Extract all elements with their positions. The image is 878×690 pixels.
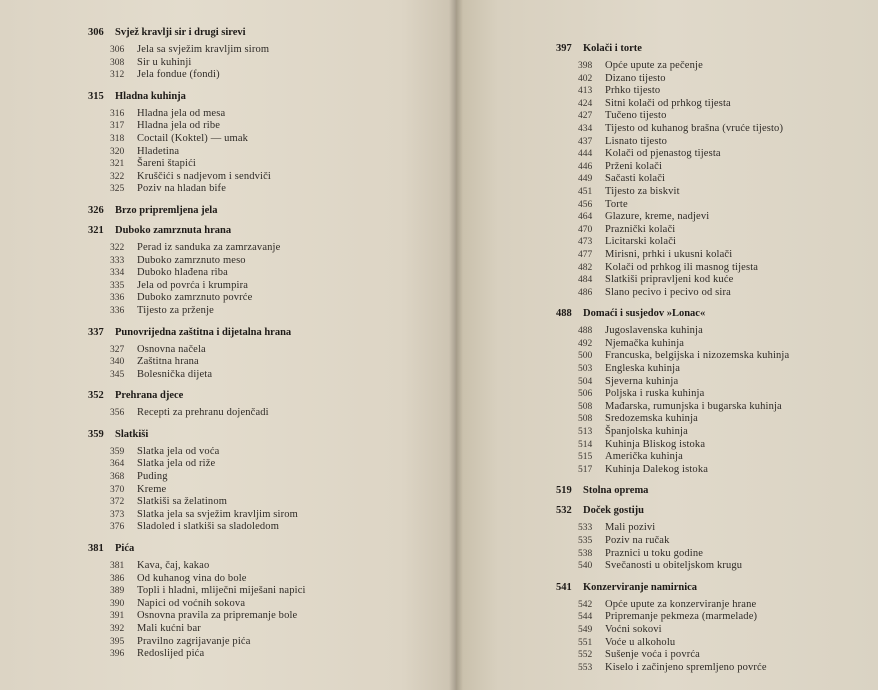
toc-entry [578,136,866,149]
entry-title: Torte [605,198,628,210]
toc-entry [110,471,428,484]
toc-entry [110,521,428,534]
entry-page-number: 542 [578,599,593,610]
entry-title: Hladna jela od mesa [137,107,226,119]
section-entries [110,446,428,534]
toc-entry [578,439,866,452]
toc-entry [110,292,428,305]
toc-entry [110,69,428,82]
entry-title: Duboko hlađena riba [137,267,228,279]
toc-entry [578,426,866,439]
toc-entry [578,662,866,675]
entry-title: Osnovna načela [137,343,206,355]
entry-title: Glazure, kreme, nadjevi [605,211,710,223]
entry-page-number: 508 [578,401,593,412]
entry-page-number: 359 [110,446,125,457]
entry-title: Francuska, belgijska i nizozemska kuhinja [605,350,790,362]
entry-page-number: 503 [578,364,593,375]
section-title: Stolna oprema [583,485,649,497]
entry-page-number: 446 [578,161,593,172]
entry-title: Slatka jela od voća [137,445,220,457]
toc-entry [110,623,428,636]
entry-title: Hladetina [137,145,180,157]
toc-entry [110,446,428,459]
entry-title: Kreme [137,483,167,495]
toc-entry [578,98,866,111]
entry-page-number: 390 [110,598,125,609]
section-title: Duboko zamrznuta hrana [115,224,232,236]
toc-section [88,204,428,218]
entry-page-number: 506 [578,389,593,400]
entry-title: Kolači od prhkog ili masnog tijesta [605,261,759,273]
section-entries [578,325,866,476]
entry-title: Jela sa svježim kravljim sirom [137,44,270,55]
right-toc-column [556,36,866,682]
entry-page-number: 316 [110,108,125,119]
entry-page-number: 340 [110,357,125,368]
entry-page-number: 549 [578,624,593,635]
toc-entry [578,350,866,363]
section-page-number: 541 [556,581,572,593]
entry-page-number: 372 [110,497,125,508]
toc-entry [578,249,866,262]
toc-entry [110,305,428,318]
toc-entry [578,161,866,174]
toc-entry [578,451,866,464]
section-page-number: 326 [88,204,104,216]
toc-entry [578,148,866,161]
entry-page-number: 553 [578,662,593,673]
section-title: Konzerviranje namirnica [583,581,698,593]
section-heading [88,224,428,238]
toc-entry [578,413,866,426]
entry-title: Duboko zamrznuto meso [137,254,246,266]
entry-title: Opće upute za pečenje [605,60,703,71]
entry-title: Prženi kolači [605,160,663,172]
section-heading [556,307,866,321]
entry-page-number: 376 [110,522,125,533]
entry-title: Redoslijed pića [137,648,205,660]
toc-entry [110,267,428,280]
entry-page-number: 398 [578,61,593,71]
entry-page-number: 396 [110,649,125,660]
section-page-number: 381 [88,543,104,555]
toc-entry [110,171,428,184]
entry-title: Praznički kolači [605,223,676,235]
entry-title: Od kuhanog vina do bole [137,572,247,584]
section-title: Slatkiši [115,428,149,440]
entry-title: Tijesto za prženje [137,304,214,316]
toc-section [88,224,428,318]
toc-entry [110,610,428,623]
entry-title: Slatka jela sa svježim kravljim sirom [137,508,298,520]
toc-entry [110,648,428,661]
entry-page-number: 413 [578,86,593,97]
toc-entry [578,649,866,662]
entry-title: Šareni štapići [137,158,196,170]
toc-entry [578,236,866,249]
entry-page-number: 373 [110,509,125,520]
section-page-number: 321 [88,224,104,236]
entry-page-number: 325 [110,184,125,195]
toc-entry [578,535,866,548]
toc-entry [578,73,866,86]
entry-title: Mirisni, prhki i ukusni kolači [605,248,733,260]
entry-title: Coctail (Koktel) — umak [137,132,249,144]
section-entries [110,242,428,318]
toc-entry [578,611,866,624]
entry-title: Slano pecivo i pecivo od sira [605,286,731,298]
entry-title: Jela od povrća i krumpira [137,279,249,291]
entry-title: Poljska i ruska kuhinja [605,388,705,400]
entry-page-number: 424 [578,98,593,109]
section-title: Kolači i torte [583,43,642,54]
toc-entry [110,598,428,611]
section-entries [110,44,428,82]
entry-page-number: 538 [578,548,593,559]
section-heading [88,90,428,104]
toc-entry [110,44,428,57]
entry-page-number: 320 [110,146,125,157]
entry-page-number: 464 [578,212,593,223]
toc-entry [110,356,428,369]
entry-title: Duboko zamrznuto povrće [137,292,253,304]
entry-title: Mali pozivi [605,522,656,534]
section-heading [556,42,866,56]
entry-page-number: 535 [578,536,593,546]
entry-title: Kuhinja Dalekog istoka [605,463,709,475]
toc-entry [578,123,866,136]
toc-section [556,504,866,572]
toc-entry [578,224,866,237]
toc-entry [578,186,866,199]
entry-page-number: 386 [110,573,125,584]
toc-entry [110,146,428,159]
entry-page-number: 322 [110,171,125,182]
entry-title: Sredozemska kuhinja [605,413,698,425]
entry-title: Slatkiši pripravljeni kod kuće [605,274,734,286]
section-heading [556,504,866,518]
book-gutter [449,0,463,690]
toc-entry [578,211,866,224]
toc-section [88,26,428,82]
entry-page-number: 488 [578,326,593,337]
section-page-number: 519 [556,485,572,497]
entry-page-number: 345 [110,369,125,380]
toc-entry [578,388,866,401]
toc-section [556,484,866,498]
entry-title: Poziv na hladan bife [137,183,227,195]
toc-entry [110,57,428,70]
entry-page-number: 333 [110,255,125,266]
entry-title: Sušenje voća i povrća [605,649,700,661]
toc-entry [578,548,866,561]
section-page-number: 532 [556,505,572,517]
entry-title: Kava, čaj, kakao [137,560,210,572]
toc-entry [110,120,428,133]
toc-entry [578,173,866,186]
toc-entry [578,401,866,414]
entry-title: Sjeverna kuhinja [605,375,679,387]
right-page [456,0,878,690]
entry-page-number: 551 [578,637,593,648]
toc-entry [578,110,866,123]
entry-page-number: 513 [578,427,593,438]
entry-page-number: 486 [578,287,593,298]
entry-title: Tijesto od kuhanog brašna (vruće tijesto) [605,122,784,134]
section-page-number: 315 [88,90,104,102]
section-page-number: 337 [88,326,104,338]
entry-page-number: 368 [110,472,125,483]
entry-title: Kruščići s nadjevom i sendviči [137,170,271,182]
entry-title: Sir u kuhinji [137,56,192,68]
section-page-number: 397 [556,43,572,54]
entry-page-number: 335 [110,280,125,291]
entry-page-number: 317 [110,121,125,132]
toc-entry [578,637,866,650]
entry-page-number: 482 [578,262,593,273]
section-page-number: 352 [88,390,104,402]
section-heading [88,26,428,40]
toc-entry [110,496,428,509]
entry-title: Dizano tijesto [605,72,666,84]
section-title: Domaći i susjedov »Lonac« [583,308,706,320]
section-entries [110,407,428,420]
entry-page-number: 451 [578,186,593,197]
entry-page-number: 392 [110,624,125,634]
entry-title: Pripremanje pekmeza (marmelade) [605,611,758,623]
toc-entry [578,522,866,535]
entry-title: Kiselo i začinjeno spremljeno povrće [605,661,767,673]
entry-title: Voćni sokovi [605,623,662,635]
entry-title: Slatkiši sa želatinom [137,496,228,508]
section-title: Prehrana djece [115,390,184,402]
toc-section [556,307,866,476]
entry-title: Njemačka kuhinja [605,337,685,349]
toc-entry [578,60,866,73]
toc-section [88,326,428,382]
toc-entry [578,338,866,351]
toc-section [88,428,428,534]
entry-title: Perad iz sanduka za zamrzavanje [137,241,281,253]
entry-page-number: 456 [578,199,593,210]
entry-page-number: 336 [110,293,125,304]
entry-page-number: 492 [578,338,593,349]
toc-entry [110,585,428,598]
entry-page-number: 391 [110,611,125,622]
toc-entry [578,363,866,376]
entry-page-number: 334 [110,268,125,279]
toc-entry [110,183,428,196]
entry-page-number: 517 [578,464,593,475]
toc-section [88,90,428,196]
entry-title: Bolesnička dijeta [137,368,213,380]
toc-section [556,581,866,675]
toc-entry [110,636,428,649]
toc-entry [110,133,428,146]
entry-title: Lisnato tijesto [605,135,668,147]
toc-entry [578,85,866,98]
entry-title: Španjolska kuhinja [605,426,688,438]
entry-title: Voće u alkoholu [605,636,676,648]
entry-page-number: 381 [110,561,125,572]
entry-page-number: 427 [578,111,593,122]
entry-title: Opće upute za konzerviranje hrane [605,598,757,610]
entry-page-number: 389 [110,586,125,597]
entry-title: Sačasti kolači [605,173,666,185]
toc-entry [578,287,866,300]
entry-page-number: 508 [578,414,593,425]
entry-title: Tijesto za biskvit [605,185,680,197]
section-title: Brzo pripremljena jela [115,204,218,216]
entry-title: Kolači od pjenastog tijesta [605,148,721,160]
toc-entry [578,274,866,287]
section-title: Hladna kuhinja [115,90,186,102]
entry-page-number: 533 [578,523,593,534]
toc-entry [110,255,428,268]
section-entries [110,560,428,661]
entry-title: Američka kuhinja [605,451,683,463]
toc-entry [578,325,866,338]
entry-page-number: 437 [578,136,593,147]
entry-page-number: 321 [110,159,125,170]
entry-page-number: 477 [578,249,593,260]
section-heading [88,389,428,403]
toc-entry [110,280,428,293]
entry-page-number: 327 [110,344,125,355]
toc-entry [578,624,866,637]
section-title: Doček gostiju [583,505,644,517]
section-title: Svjež kravlji sir i drugi sirevi [115,27,246,38]
section-heading [556,484,866,498]
section-entries [578,522,866,572]
entry-page-number: 312 [110,70,125,81]
entry-page-number: 395 [110,636,125,647]
toc-entry [110,407,428,420]
toc-entry [110,369,428,382]
toc-entry [110,509,428,522]
section-entries [578,599,866,675]
entry-page-number: 514 [578,439,593,450]
section-entries [110,344,428,382]
entry-title: Jugoslavenska kuhinja [605,325,703,337]
section-page-number: 488 [556,308,572,320]
section-page-number: 359 [88,428,104,440]
entry-title: Zaštitna hrana [137,356,199,368]
section-heading [556,581,866,595]
entry-page-number: 336 [110,305,125,316]
section-heading [88,428,428,442]
entry-title: Svečanosti u obiteljskom krugu [605,560,743,572]
section-entries [110,108,428,196]
entry-page-number: 306 [110,45,125,55]
entry-page-number: 308 [110,57,125,68]
entry-page-number: 318 [110,133,125,144]
toc-entry [578,464,866,477]
entry-page-number: 444 [578,149,593,160]
entry-title: Engleska kuhinja [605,363,681,375]
toc-entry [578,560,866,573]
entry-title: Prhko tijesto [605,85,661,97]
entry-page-number: 364 [110,459,125,470]
entry-page-number: 402 [578,73,593,84]
entry-title: Licitarski kolači [605,236,677,248]
toc-section [88,389,428,420]
section-heading [88,542,428,556]
toc-entry [110,344,428,357]
left-toc-column [88,26,428,669]
entry-page-number: 504 [578,376,593,387]
toc-section [556,42,866,299]
toc-entry [110,158,428,171]
entry-title: Recepti za prehranu dojenčadi [137,407,269,419]
entry-title: Kuhinja Bliskog istoka [605,438,706,450]
entry-page-number: 322 [110,242,125,253]
toc-entry [110,458,428,471]
entry-title: Mali kućni bar [137,623,201,634]
toc-entry [578,199,866,212]
entry-title: Napici od voćnih sokova [137,597,246,609]
toc-entry [110,573,428,586]
entry-title: Hladna jela od ribe [137,120,221,132]
entry-page-number: 470 [578,224,593,235]
toc-entry [110,242,428,255]
entry-title: Mađarska, rumunjska i bugarska kuhinja [605,400,782,412]
section-title: Pića [115,543,135,555]
entry-page-number: 540 [578,561,593,572]
entry-page-number: 434 [578,123,593,134]
toc-entry [578,262,866,275]
toc-entry [578,376,866,389]
entry-page-number: 356 [110,408,125,419]
entry-title: Sladoled i slatkiši sa sladoledom [137,521,280,533]
entry-title: Poziv na ručak [605,535,670,546]
toc-entry [110,108,428,121]
entry-page-number: 552 [578,650,593,661]
toc-entry [578,599,866,612]
entry-page-number: 515 [578,452,593,463]
entry-page-number: 500 [578,351,593,362]
entry-page-number: 484 [578,275,593,286]
entry-page-number: 449 [578,174,593,185]
entry-title: Tučeno tijesto [605,110,667,122]
toc-entry [110,560,428,573]
entry-title: Slatka jela od riže [137,458,216,470]
section-heading [88,204,428,218]
entry-title: Osnovna pravila za pripremanje bole [137,610,298,622]
entry-title: Puding [137,471,168,483]
entry-title: Topli i hladni, mliječni miješani napici [137,585,306,597]
entry-title: Pravilno zagrijavanje pića [137,635,251,647]
section-page-number: 306 [88,27,104,38]
section-entries [578,60,866,299]
entry-title: Jela fondue (fondi) [137,69,220,81]
entry-title: Praznici u toku godine [605,547,704,559]
entry-page-number: 473 [578,237,593,248]
entry-page-number: 544 [578,612,593,623]
entry-title: Sitni kolači od prhkog tijesta [605,97,731,109]
entry-page-number: 370 [110,484,125,495]
section-heading [88,326,428,340]
section-title: Punovrijedna zaštitna i dijetalna hrana [115,326,292,338]
toc-section [88,542,428,661]
toc-entry [110,484,428,497]
